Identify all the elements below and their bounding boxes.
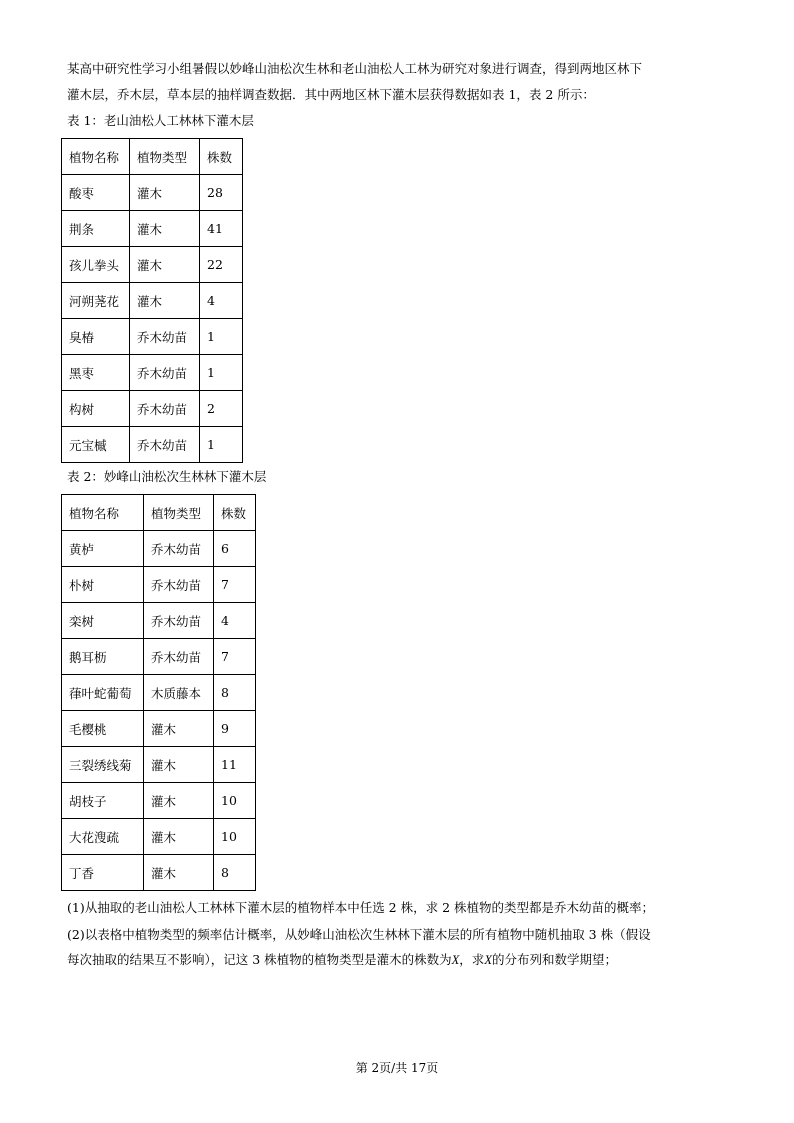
- table-cell: 大花溲疏: [62, 819, 144, 855]
- table-row: [62, 711, 256, 747]
- table-header-row: [62, 495, 256, 531]
- table-cell: 河朔荛花: [62, 283, 130, 319]
- table-cell: 栾树: [62, 603, 144, 639]
- table-cell: 株数: [200, 139, 243, 175]
- table-cell: 灌木: [144, 711, 214, 747]
- table-cell: 7: [214, 567, 256, 603]
- table-row: [62, 567, 256, 603]
- table-cell: 1: [200, 355, 243, 391]
- table-cell: 28: [200, 175, 243, 211]
- table-cell: 灌木: [130, 175, 200, 211]
- question-1: (1)从抽取的老山油松人工林林下灌木层的植物样本中任选 2 株，求 2 株植物的类型都是乔木幼苗的概率；: [67, 900, 655, 915]
- question-2-line-2: [67, 951, 617, 969]
- table2-caption: 表 2：妙峰山油松次生林林下灌木层: [67, 469, 267, 484]
- table-cell: 酸枣: [62, 175, 130, 211]
- table-row: [62, 675, 256, 711]
- table-cell: 鹅耳枥: [62, 639, 144, 675]
- table-cell: 灌木: [130, 247, 200, 283]
- table-cell: 41: [200, 211, 243, 247]
- table-cell: 三裂绣线菊: [62, 747, 144, 783]
- table-cell: 10: [214, 819, 256, 855]
- table-row: [62, 783, 256, 819]
- table-row: [62, 391, 243, 427]
- table-cell: 乔木幼苗: [144, 639, 214, 675]
- table1-caption: 表 1：老山油松人工林林下灌木层: [67, 113, 254, 128]
- table-row: [62, 283, 243, 319]
- question-2-text-b: ，求: [459, 952, 485, 967]
- table-cell: 灌木: [130, 283, 200, 319]
- question-2-line-1: (2)以表格中植物类型的频率估计概率，从妙峰山油松次生林林下灌木层的所有植物中随机抽取 3 株（假设: [67, 927, 651, 942]
- table-cell: 8: [214, 675, 256, 711]
- table-cell: 乔木幼苗: [144, 567, 214, 603]
- table-cell: 丁香: [62, 855, 144, 891]
- table-cell: 乔木幼苗: [144, 531, 214, 567]
- intro-line-2: 灌木层，乔木层，草本层的抽样调查数据．其中两地区林下灌木层获得数据如表 1，表 2 所示：: [67, 87, 595, 102]
- table-cell: 臭椿: [62, 319, 130, 355]
- table-row: [62, 603, 256, 639]
- table-cell: 植物名称: [62, 495, 144, 531]
- intro-line-1: 某高中研究性学习小组暑假以妙峰山油松次生林和老山油松人工林为研究对象进行调查，得到两地区林下: [67, 61, 643, 76]
- table-cell: 22: [200, 247, 243, 283]
- table-cell: 孩儿拳头: [62, 247, 130, 283]
- table1: [61, 138, 243, 463]
- table-cell: 8: [214, 855, 256, 891]
- table-cell: 荆条: [62, 211, 130, 247]
- table-cell: 葎叶蛇葡萄: [62, 675, 144, 711]
- table-cell: 胡枝子: [62, 783, 144, 819]
- table-row: [62, 819, 256, 855]
- table-row: [62, 247, 243, 283]
- table-row: [62, 639, 256, 675]
- table-cell: 黄栌: [62, 531, 144, 567]
- table-cell: 株数: [214, 495, 256, 531]
- table-row: [62, 855, 256, 891]
- table-cell: 植物名称: [62, 139, 130, 175]
- page-footer: 第 2页/共 17页: [355, 1061, 439, 1075]
- table-cell: 1: [200, 319, 243, 355]
- table-cell: 4: [200, 283, 243, 319]
- table-cell: 乔木幼苗: [130, 319, 200, 355]
- table-cell: 10: [214, 783, 256, 819]
- table-cell: 植物类型: [130, 139, 200, 175]
- table-cell: 灌木: [144, 855, 214, 891]
- table-header-row: [62, 139, 243, 175]
- table-cell: 2: [200, 391, 243, 427]
- table-cell: 1: [200, 427, 243, 463]
- table-cell: 灌木: [130, 211, 200, 247]
- table-cell: 乔木幼苗: [130, 427, 200, 463]
- variable-x: X: [484, 953, 492, 967]
- table-cell: 朴树: [62, 567, 144, 603]
- table-cell: 构树: [62, 391, 130, 427]
- table-cell: 灌木: [144, 747, 214, 783]
- table-cell: 黑枣: [62, 355, 130, 391]
- table2: [61, 494, 256, 891]
- table-cell: 植物类型: [144, 495, 214, 531]
- table-row: [62, 355, 243, 391]
- table-cell: 4: [214, 603, 256, 639]
- table-row: [62, 211, 243, 247]
- table-cell: 9: [214, 711, 256, 747]
- table-row: [62, 531, 256, 567]
- table-cell: 11: [214, 747, 256, 783]
- variable-x: X: [451, 953, 460, 967]
- table-cell: 乔木幼苗: [144, 603, 214, 639]
- table-cell: 木质藤本: [144, 675, 214, 711]
- table-cell: 乔木幼苗: [130, 391, 200, 427]
- question-2-text-c: 的分布列和数学期望；: [491, 952, 617, 967]
- table-cell: 元宝槭: [62, 427, 130, 463]
- table-cell: 灌木: [144, 783, 214, 819]
- table-cell: 灌木: [144, 819, 214, 855]
- table-cell: 6: [214, 531, 256, 567]
- table-row: [62, 427, 243, 463]
- table-cell: 乔木幼苗: [130, 355, 200, 391]
- table-row: [62, 319, 243, 355]
- table-row: [62, 175, 243, 211]
- table-cell: 毛樱桃: [62, 711, 144, 747]
- table-cell: 7: [214, 639, 256, 675]
- question-2-text-a: 每次抽取的结果互不影响），记这 3 株植物的植物类型是灌木的株数为: [67, 952, 452, 967]
- table-row: [62, 747, 256, 783]
